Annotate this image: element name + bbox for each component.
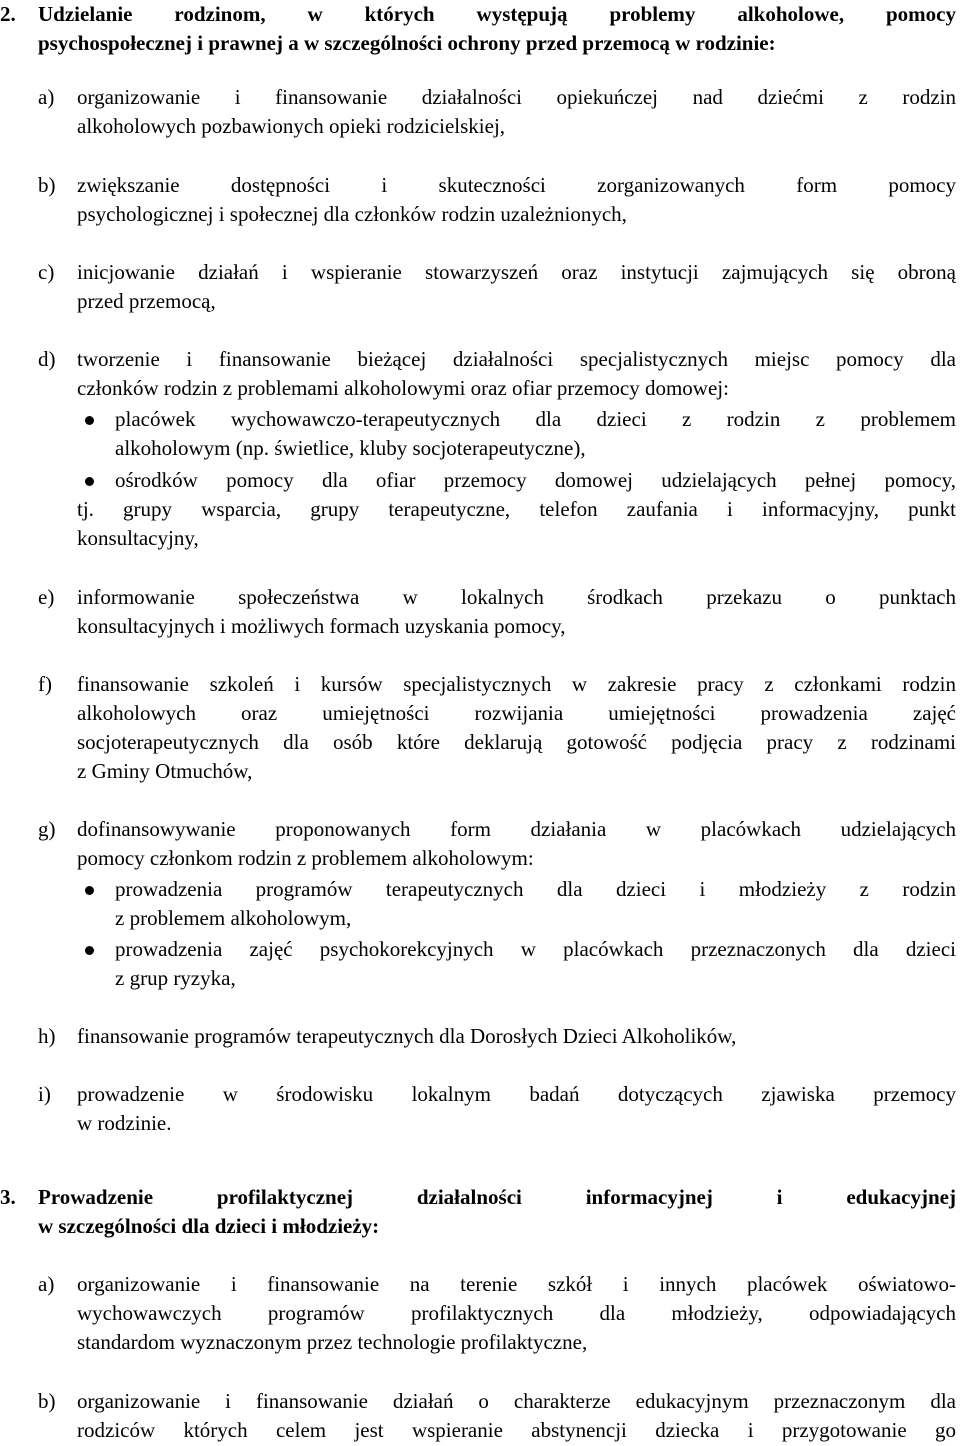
section-heading-text <box>38 1183 956 1241</box>
heading-line: Udzielanie rodzinom, w których występują problemy alkoholowe, pomocy <box>38 2 956 26</box>
item-text <box>77 83 956 141</box>
item-text <box>77 670 956 786</box>
bullet-text <box>115 405 956 463</box>
text-line: dofinansowywanie proponowanych form działania w placówkach udzielających <box>77 817 956 841</box>
item-text <box>77 1022 956 1051</box>
text-line: prowadzenia zajęć psychokorekcyjnych w placówkach przeznaczonych dla dzieci <box>115 937 956 961</box>
item-label: b) <box>38 1389 56 1413</box>
text-line: tj. grupy wsparcia, grupy terapeutyczne, telefon zaufania i informacyjny, punkt <box>77 497 956 521</box>
item-label: a) <box>38 1272 55 1296</box>
text-line: pomocy członkom rodzin z problemem alkoholowym: <box>77 846 534 870</box>
section-number: 3. <box>0 1185 16 1209</box>
heading-line: psychospołecznej i prawnej a w szczególności ochrony przed przemocą w rodzinie: <box>38 31 776 55</box>
bullet-icon <box>85 477 94 486</box>
section-heading-text <box>38 0 956 58</box>
text-line: z grup ryzyka, <box>115 966 236 990</box>
item-text <box>77 1080 956 1138</box>
heading-line: w szczególności dla dzieci i młodzieży: <box>38 1214 380 1238</box>
item-label: c) <box>38 260 55 284</box>
item-label: a) <box>38 85 55 109</box>
item-label: d) <box>38 347 56 371</box>
heading-line: Prowadzenie profilaktycznej działalności informacyjnej i edukacyjnej <box>38 1185 956 1209</box>
text-line: alkoholowych pozbawionych opieki rodzicielskiej, <box>77 114 506 138</box>
bullet-text <box>115 466 956 495</box>
text-line: rodziców których celem jest wspieranie abstynencji dziecka i przygotowanie go <box>77 1418 956 1442</box>
item-text <box>77 1387 956 1445</box>
bullet-text <box>115 875 956 933</box>
text-line: zwiększanie dostępności i skuteczności zorganizowanych form pomocy <box>77 173 956 197</box>
text-line: z Gminy Otmuchów, <box>77 759 253 783</box>
item-label: g) <box>38 817 56 841</box>
item-label: f) <box>38 672 52 696</box>
item-text <box>77 345 956 403</box>
text-line: finansowanie szkoleń i kursów specjalistycznych w zakresie pracy z członkami rodzin <box>77 672 956 696</box>
item-text <box>77 583 956 641</box>
item-label: i) <box>38 1082 51 1106</box>
bullet-icon <box>85 416 94 425</box>
text-line: w rodzinie. <box>77 1111 172 1135</box>
text-line: alkoholowym (np. świetlice, kluby socjoterapeutyczne), <box>115 436 586 460</box>
text-line: organizowanie i finansowanie działań o charakterze edukacyjnym przeznaczonym dla <box>77 1389 956 1413</box>
bullet-icon <box>85 886 94 895</box>
text-line: organizowanie i finansowanie na terenie szkół i innych placówek oświatowo- <box>77 1272 956 1296</box>
bullet-icon <box>85 946 94 955</box>
text-line: przed przemocą, <box>77 289 216 313</box>
text-line: prowadzenia programów terapeutycznych dla dzieci i młodzieży z rodzin <box>115 877 956 901</box>
text-line: informowanie społeczeństwa w lokalnych środkach przekazu o punktach <box>77 585 956 609</box>
item-label: b) <box>38 173 56 197</box>
text-line: ośrodków pomocy dla ofiar przemocy domowej udzielających pełnej pomocy, <box>115 468 956 492</box>
text-line: z problemem alkoholowym, <box>115 906 352 930</box>
text-line: tworzenie i finansowanie bieżącej działalności specjalistycznych miejsc pomocy dla <box>77 347 956 371</box>
bullet-text-continued <box>77 495 956 553</box>
text-line: socjoterapeutycznych dla osób które deklarują gotowość podjęcia pracy z rodzinami <box>77 730 956 754</box>
text-line: wychowawczych programów profilaktycznych dla młodzieży, odpowiadających <box>77 1301 956 1325</box>
text-line: alkoholowych oraz umiejętności rozwijania umiejętności prowadzenia zajęć <box>77 701 956 725</box>
text-line: standardom wyznaczonym przez technologie profilaktyczne, <box>77 1330 588 1354</box>
item-label: e) <box>38 585 55 609</box>
section-number: 2. <box>0 2 16 26</box>
text-line: placówek wychowawczo-terapeutycznych dla dzieci z rodzin z problemem <box>115 407 956 431</box>
item-text <box>77 815 956 873</box>
text-line: inicjowanie działań i wspieranie stowarzyszeń oraz instytucji zajmujących się obroną <box>77 260 956 284</box>
text-line: finansowanie programów terapeutycznych dla Dorosłych Dzieci Alkoholików, <box>77 1024 737 1048</box>
text-line: psychologicznej i społecznej dla członków rodzin uzależnionych, <box>77 202 627 226</box>
item-text <box>77 1270 956 1357</box>
bullet-text <box>115 935 956 993</box>
text-line: konsultacyjnych i możliwych formach uzyskania pomocy, <box>77 614 566 638</box>
text-line: prowadzenie w środowisku lokalnym badań dotyczących zjawiska przemocy <box>77 1082 956 1106</box>
text-line: członków rodzin z problemami alkoholowymi oraz ofiar przemocy domowej: <box>77 376 729 400</box>
item-text <box>77 171 956 229</box>
item-label: h) <box>38 1024 56 1048</box>
text-line: organizowanie i finansowanie działalności opiekuńczej nad dziećmi z rodzin <box>77 85 956 109</box>
item-text <box>77 258 956 316</box>
text-line: konsultacyjny, <box>77 526 199 550</box>
